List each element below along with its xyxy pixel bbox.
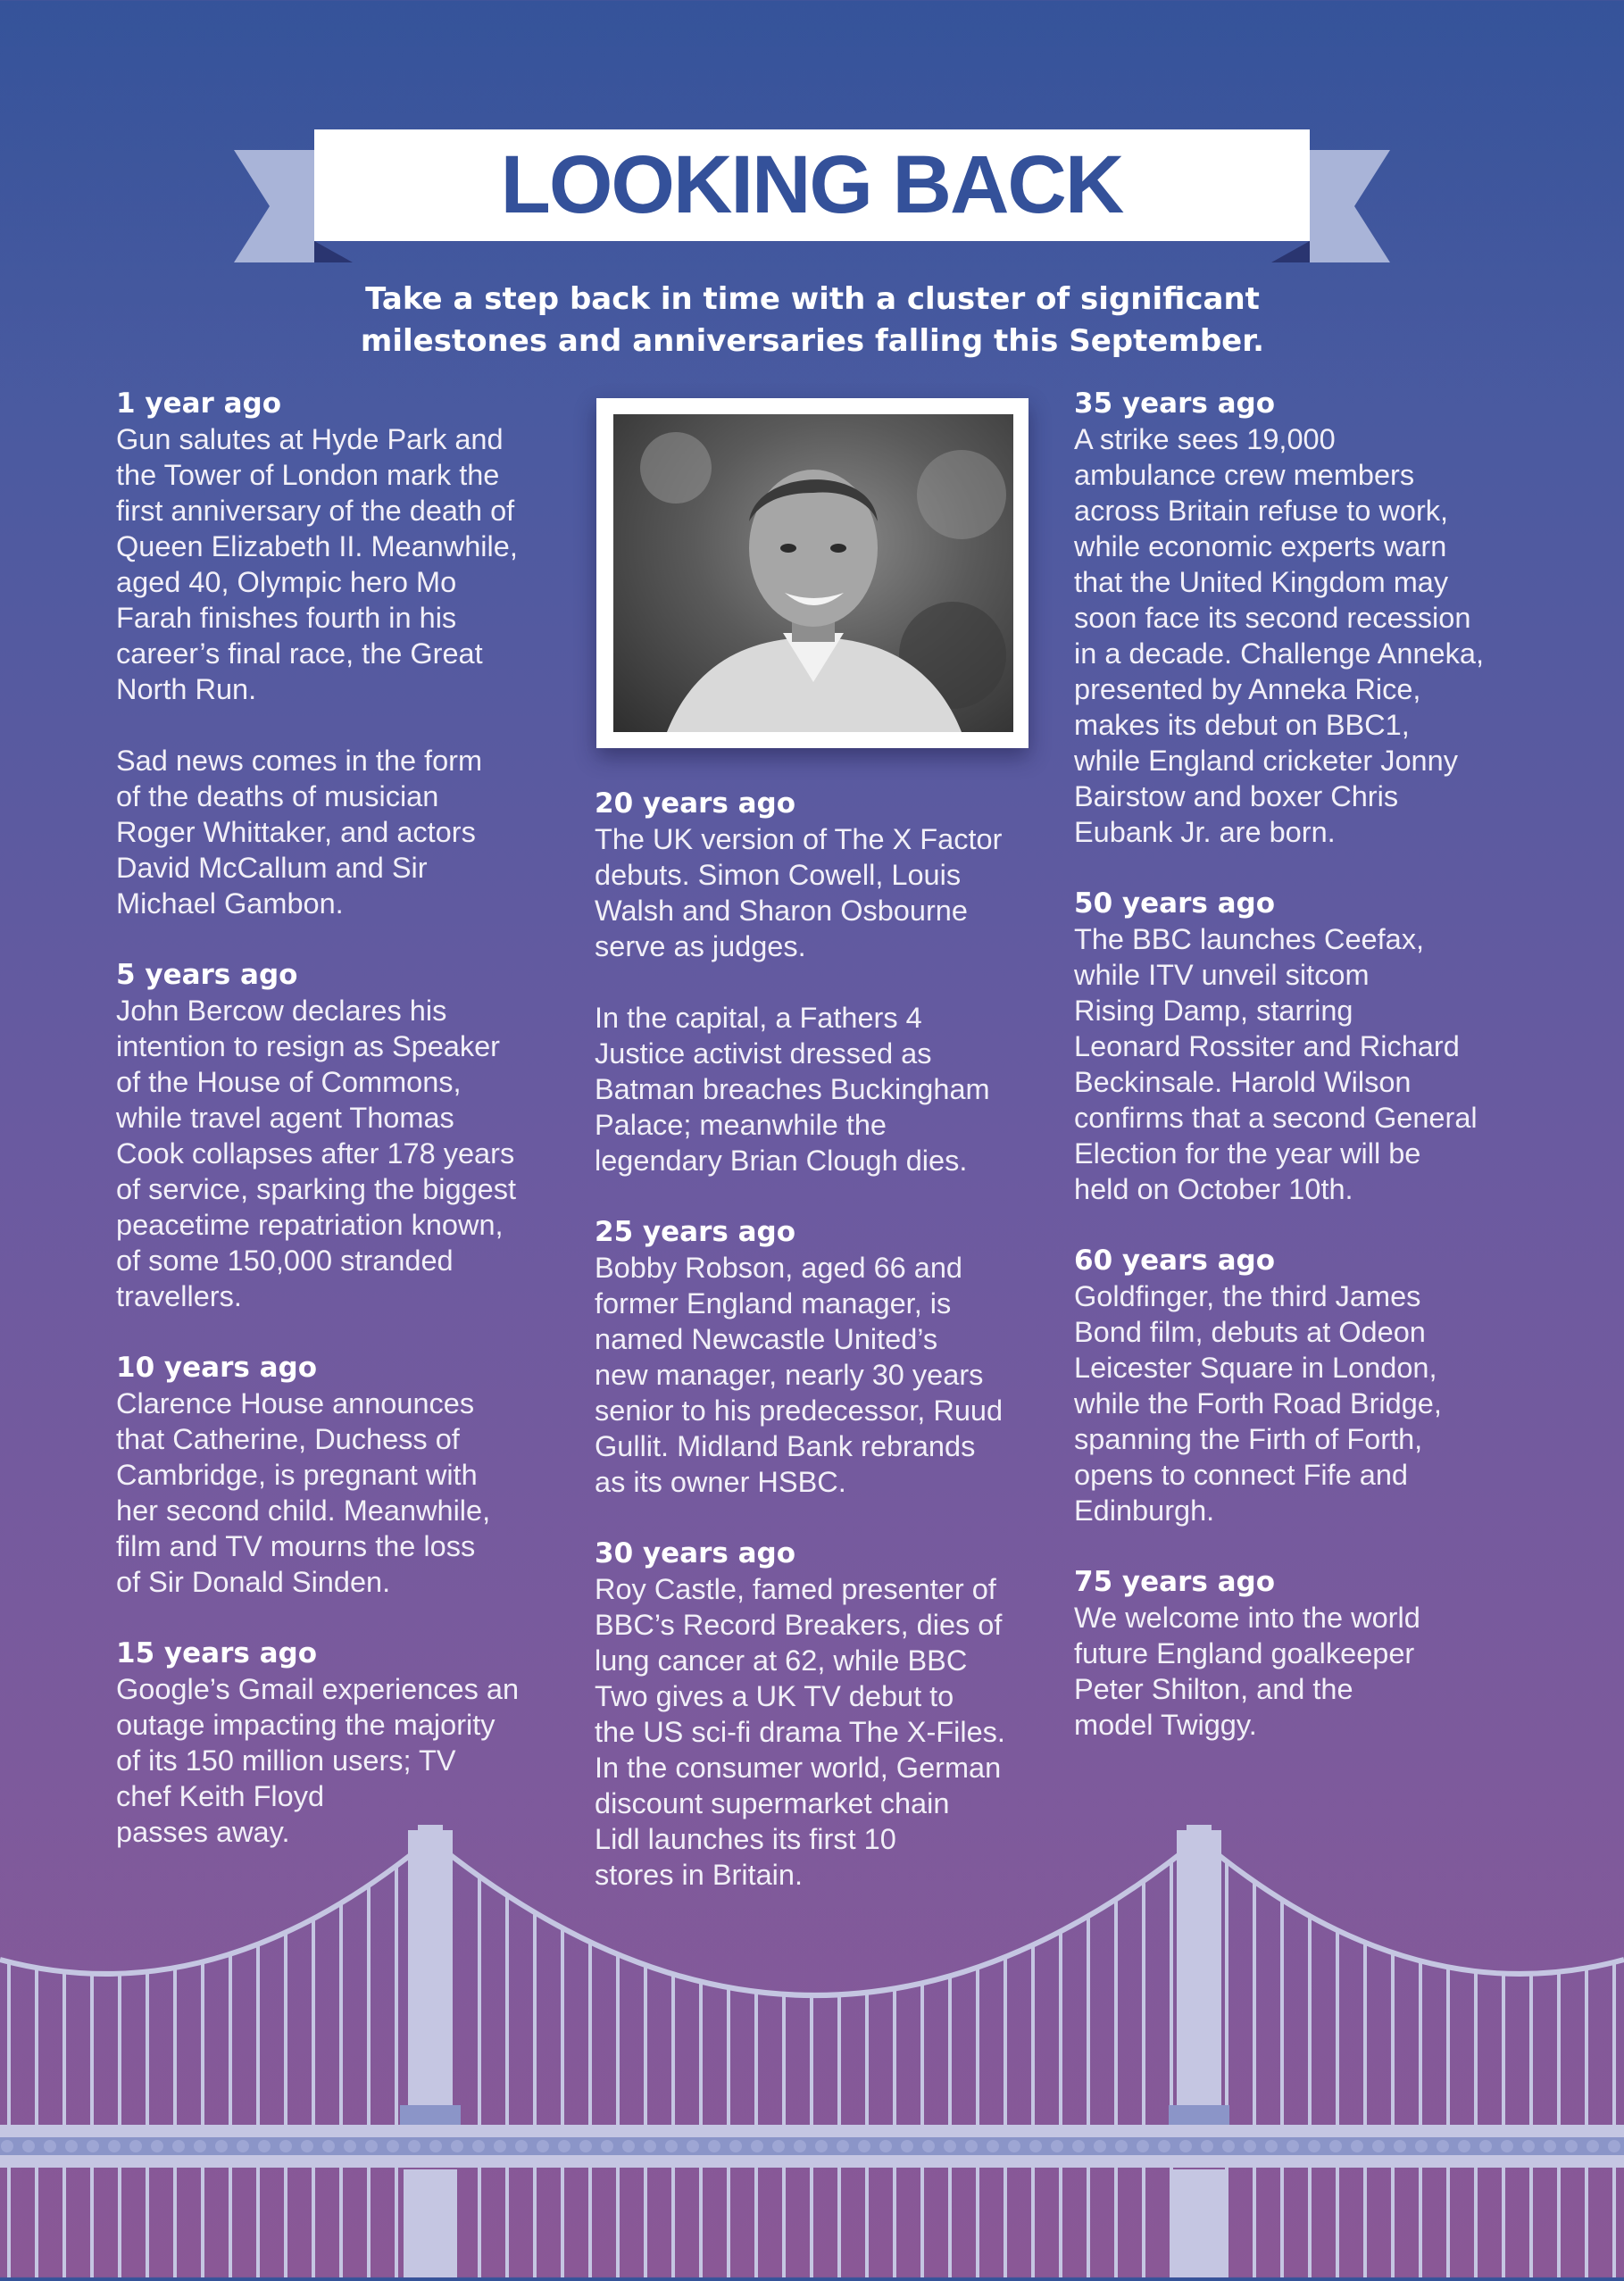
- entry-text: Roy Castle, famed presenter of BBC’s Record Breakers, dies of lung cancer at 62, while BBC Two gives a UK TV debut to the US sci-fi drama The X-Files. In the consumer world, German discount supermarket chain Lidl launches its first 10 stores in Britain.: [595, 1573, 1005, 1891]
- middle-column: [595, 786, 1041, 1928]
- entry-heading: 25 years ago: [595, 1216, 796, 1248]
- entry-text: Bobby Robson, aged 66 and former England manager, is named Newcastle United’s new manager, nearly 30 years senior to his predecessor, Ruud Gullit. Midland Bank rebrands as its owner HSBC.: [595, 1252, 1004, 1498]
- entry-heading: 20 years ago: [595, 787, 796, 820]
- entry-25-years: [595, 1214, 1041, 1500]
- entry-35-years: [1074, 386, 1520, 850]
- entry-text: John Bercow declares his intention to resign as Speaker of the House of Commons, while travel agent Thomas Cook collapses after 178 years of service, sparking the biggest peacetime repatriation known, of some 150,000 stranded travellers.: [116, 995, 517, 1312]
- entry-heading: 15 years ago: [116, 1637, 318, 1669]
- suspension-bridge-icon: [0, 1812, 1624, 2277]
- entry-75-years: [1074, 1564, 1520, 1743]
- entry-heading: 10 years ago: [116, 1352, 318, 1384]
- entry-heading: 50 years ago: [1074, 887, 1276, 920]
- entry-10-years: [116, 1350, 562, 1600]
- entry-heading: 1 year ago: [116, 387, 282, 420]
- entry-heading: 35 years ago: [1074, 387, 1276, 420]
- subtitle-line-1: Take a step back in time with a cluster of significant: [365, 281, 1260, 317]
- portrait-photo: [613, 414, 1013, 732]
- entry-text: We welcome into the world future England goalkeeper Peter Shilton, and the model Twiggy.: [1074, 1602, 1420, 1741]
- entry-text: Google’s Gmail experiences an outage impacting the majority of its 150 million users; TV chef Keith Floyd passes away.: [116, 1673, 520, 1848]
- entry-5-years: [116, 957, 562, 1314]
- entry-50-years: [1074, 886, 1520, 1207]
- entry-text: Goldfinger, the third James Bond film, debuts at Odeon Leicester Square in London, while the Forth Road Bridge, spanning the Firth of Forth, opens to connect Fife and Edinburgh.: [1074, 1280, 1442, 1527]
- entry-text: Sad news comes in the form of the deaths of musician Roger Whittaker, and actors David McCallum and Sir Michael Gambon.: [116, 745, 483, 920]
- entry-text: In the capital, a Fathers 4 Justice activist dressed as Batman breaches Buckingham Palace; meanwhile the legendary Brian Clough dies.: [595, 1002, 990, 1177]
- entry-text: Clarence House announces that Catherine, Duchess of Cambridge, is pregnant with her second child. Meanwhile, film and TV mourns the loss of Sir Donald Sinden.: [116, 1387, 491, 1598]
- entry-text: A strike sees 19,000 ambulance crew members across Britain refuse to work, while economic experts warn that the United Kingdom may soon face its second recession in a decade. Challenge Anneka, presented by Anneka Rice, makes its debut on BBC1, while England cricketer Jonny Bairstow and boxer Chris Eubank Jr. are born.: [1074, 423, 1484, 848]
- entry-60-years: [1074, 1243, 1520, 1528]
- entry-1-year: [116, 386, 562, 921]
- subtitle-line-2: milestones and anniversaries falling this September.: [360, 323, 1265, 359]
- left-column: [116, 386, 562, 1886]
- entry-text: Gun salutes at Hyde Park and the Tower of London mark the first anniversary of the death of Queen Elizabeth II. Meanwhile, aged 40, Olympic hero Mo Farah finishes fourth in his career’s final race, the Great North Run.: [116, 423, 518, 705]
- title-banner: [0, 0, 1624, 286]
- entry-heading: 75 years ago: [1074, 1566, 1276, 1598]
- page-subtitle: [295, 279, 1330, 362]
- entry-text: The BBC launches Ceefax, while ITV unveil sitcom Rising Damp, starring Leonard Rossiter and Richard Beckinsale. Harold Wilson confirms that a second General Election for the year will be held on October 10th.: [1074, 923, 1478, 1205]
- portrait-icon: [613, 414, 1013, 732]
- entry-heading: 5 years ago: [116, 959, 298, 991]
- portrait-photo-frame: [596, 398, 1029, 748]
- right-column: [1074, 386, 1520, 1778]
- entry-heading: 30 years ago: [595, 1537, 796, 1569]
- entry-heading: 60 years ago: [1074, 1245, 1276, 1277]
- entry-20-years: [595, 786, 1041, 1178]
- bridge-illustration: [0, 1812, 1624, 2277]
- entry-text: The UK version of The X Factor debuts. Simon Cowell, Louis Walsh and Sharon Osbourne serve as judges.: [595, 823, 1003, 962]
- page-title: LOOKING BACK: [500, 139, 1123, 230]
